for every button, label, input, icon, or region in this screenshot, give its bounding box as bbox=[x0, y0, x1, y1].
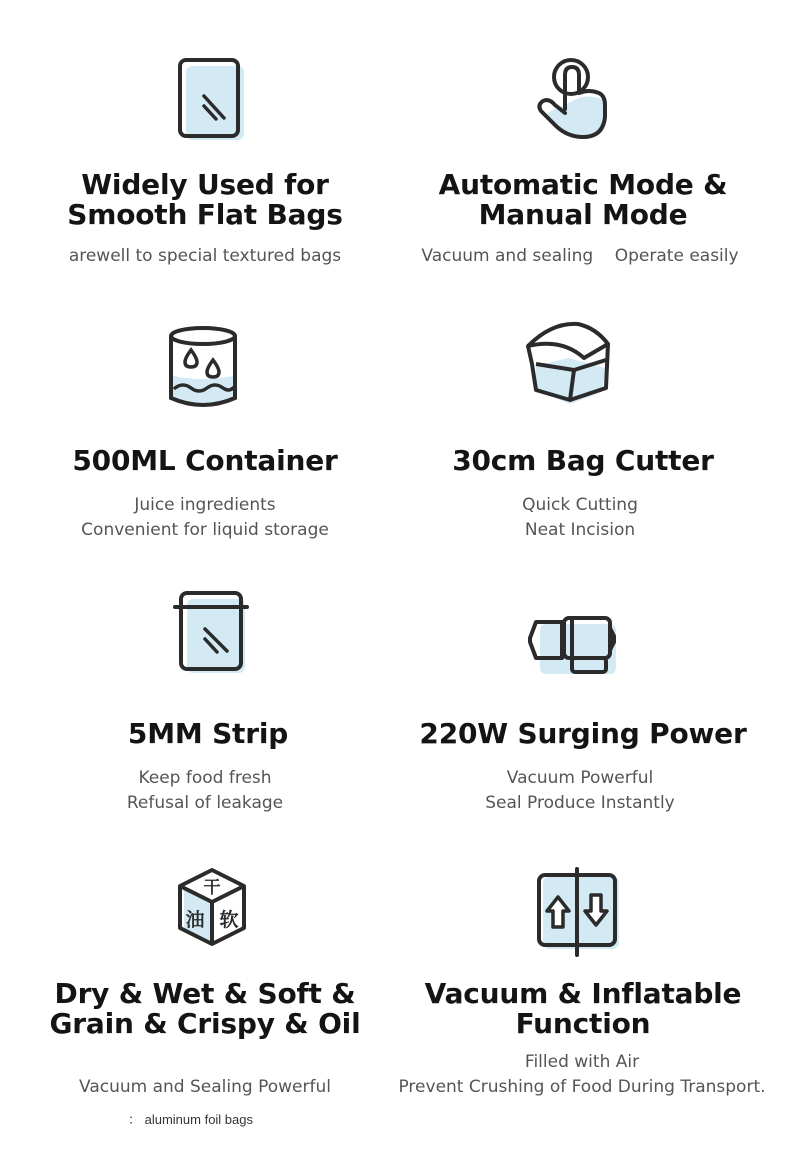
feature-title-line: Automatic Mode & bbox=[438, 168, 728, 201]
feature-title bbox=[30, 446, 380, 476]
food-type-glyph: 干 bbox=[203, 878, 221, 898]
up-down-arrows-icon bbox=[535, 867, 623, 957]
feature-subtitle-line: Keep food fresh bbox=[138, 768, 272, 788]
feature-title-line: 500ML Container bbox=[72, 444, 338, 477]
feature-title-line: Grain & Crispy & Oil bbox=[49, 1007, 361, 1040]
feature-subtitle-line: Filled with Air bbox=[524, 1052, 640, 1072]
feature-title bbox=[408, 719, 758, 749]
feature-subtitle bbox=[405, 766, 755, 816]
feature-title bbox=[408, 170, 758, 230]
feature-title bbox=[408, 979, 758, 1039]
feature-subtitle bbox=[392, 1050, 772, 1100]
feature-title bbox=[30, 979, 380, 1039]
feature-subtitle-line: Neat Incision bbox=[524, 520, 636, 540]
feature-title-line: Widely Used for bbox=[81, 168, 329, 201]
feature-subtitle-line: Seal Produce Instantly bbox=[485, 793, 675, 813]
feature-subtitle bbox=[30, 766, 380, 816]
feature-title-line: Function bbox=[515, 1007, 651, 1040]
motor-icon bbox=[526, 612, 618, 678]
feature-subtitle-line: Juice ingredients bbox=[134, 495, 276, 515]
feature-title-line: 30cm Bag Cutter bbox=[452, 444, 714, 477]
feature-title bbox=[33, 719, 383, 749]
feature-title bbox=[408, 446, 758, 476]
feature-subtitle-line: Refusal of leakage bbox=[126, 793, 284, 813]
touch-hand-icon bbox=[533, 55, 613, 145]
feature-title-line: Smooth Flat Bags bbox=[67, 198, 343, 231]
water-container-icon bbox=[165, 324, 241, 410]
feature-title-line: 220W Surging Power bbox=[419, 717, 747, 750]
feature-subtitle bbox=[30, 244, 380, 269]
feature-title-line: 5MM Strip bbox=[127, 717, 289, 750]
feature-subtitle bbox=[30, 493, 380, 543]
food-type-glyph: 软 bbox=[219, 909, 239, 931]
feature-subtitle bbox=[405, 493, 755, 543]
feature-title-line: Dry & Wet & Soft & bbox=[54, 977, 356, 1010]
feature-title-line: Manual Mode bbox=[478, 198, 688, 231]
feature-subtitle-line: Vacuum and sealing Operate easily bbox=[421, 246, 739, 266]
feature-note: ： aluminum foil bags bbox=[128, 1112, 253, 1127]
sealing-strip-icon bbox=[173, 589, 249, 675]
feature-subtitle-line: Quick Cutting bbox=[522, 495, 638, 515]
feature-subtitle-line: arewell to special textured bags bbox=[68, 246, 342, 266]
feature-subtitle bbox=[30, 1075, 380, 1100]
feature-title-line: Vacuum & Inflatable bbox=[424, 977, 742, 1010]
food-type-cube-icon bbox=[174, 866, 250, 948]
feature-subtitle bbox=[400, 244, 760, 269]
feature-subtitle-line: Vacuum Powerful bbox=[506, 768, 654, 788]
feature-subtitle-line: Prevent Crushing of Food During Transport. bbox=[398, 1077, 766, 1097]
feature-subtitle-line: Vacuum and Sealing Powerful bbox=[79, 1077, 331, 1097]
feature-subtitle-line: Convenient for liquid storage bbox=[81, 520, 329, 540]
bag-cutter-icon bbox=[522, 318, 614, 410]
food-type-glyph: 油 bbox=[185, 909, 205, 931]
flat-bag-icon bbox=[176, 56, 246, 142]
feature-title bbox=[30, 170, 380, 230]
